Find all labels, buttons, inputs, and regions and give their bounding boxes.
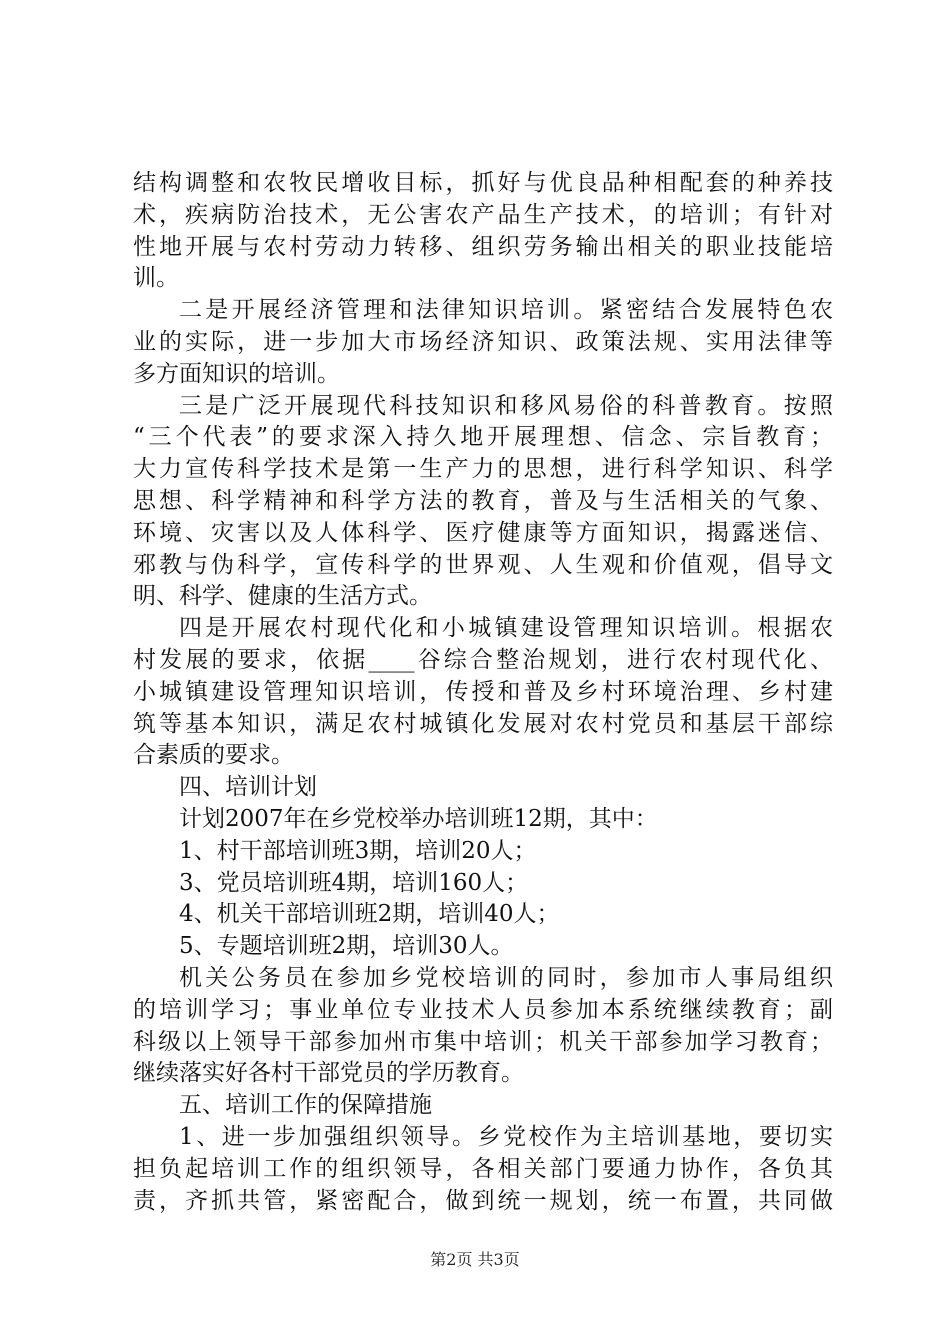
- text-line: 性地开展与农村劳动力转移、组织劳务输出相关的职业技能培: [133, 233, 833, 260]
- text-line: 四、培训计划: [179, 774, 317, 801]
- text-line: 环境、灾害以及人体科学、医疗健康等方面知识，揭露迷信、: [133, 519, 833, 546]
- text-line: 三是广泛开展现代科技知识和移风易俗的科普教育。按照: [179, 392, 833, 419]
- text-line: 多方面知识的培训。: [133, 360, 340, 387]
- text-line: 二是开展经济管理和法律知识培训。紧密结合发展特色农: [179, 297, 833, 324]
- text-line: 小城镇建设管理知识培训，传授和普及乡村环境治理、乡村建: [133, 678, 833, 705]
- text-line: 3、党员培训班4期，培训160人；: [179, 869, 529, 896]
- text-line: 村发展的要求，依据____谷综合整治规划，进行农村现代化、: [133, 646, 833, 673]
- text-line: 1、村干部培训班3期，培训20人；: [179, 837, 537, 864]
- text-line: “三个代表”的要求深入持久地开展理想、信念、宗旨教育；: [133, 424, 833, 451]
- text-line: 继续落实好各村干部党员的学历教育。: [133, 1060, 524, 1087]
- text-line: 5、专题培训班2期，培训30人。: [179, 933, 514, 960]
- text-line: 明、科学、健康的生活方式。: [133, 583, 432, 610]
- text-line: 训。: [133, 265, 179, 292]
- text-line: 责，齐抓共管，紧密配合，做到统一规划，统一布置，共同做: [133, 1187, 833, 1214]
- text-line: 业的实际，进一步加大市场经济知识、政策法规、实用法律等: [133, 328, 833, 355]
- text-line: 科级以上领导干部参加州市集中培训；机关干部参加学习教育；: [133, 1028, 833, 1055]
- text-line: 的培训学习；事业单位专业技术人员参加本系统继续教育；副: [133, 996, 833, 1023]
- text-line: 4、机关干部培训班2期，培训40人；: [179, 901, 560, 928]
- text-line: 结构调整和农牧民增收目标，抓好与优良品种相配套的种养技: [133, 170, 833, 196]
- text-line: 术，疾病防治技术，无公害农产品生产技术，的培训；有针对: [133, 201, 833, 228]
- document-body: [133, 168, 833, 1217]
- text-line: 担负起培训工作的组织领导，各相关部门要通力协作，各负其: [133, 1155, 833, 1182]
- text-line: 1、进一步加强组织领导。乡党校作为主培训基地，要切实: [179, 1123, 833, 1150]
- text-line: 五、培训工作的保障措施: [179, 1092, 432, 1119]
- page-footer: 第2页 共3页: [430, 1250, 520, 1269]
- text-line: 计划2007年在乡党校举办培训班12期，其中：: [179, 805, 658, 832]
- text-line: 四是开展农村现代化和小城镇建设管理知识培训。根据农: [179, 615, 833, 642]
- text-line: 机关公务员在参加乡党校培训的同时，参加市人事局组织: [179, 964, 833, 991]
- text-line: 大力宣传科学技术是第一生产力的思想，进行科学知识、科学: [133, 456, 833, 483]
- text-line: 筑等基本知识，满足农村城镇化发展对农村党员和基层干部综: [133, 710, 833, 737]
- text-line: 思想、科学精神和科学方法的教育，普及与生活相关的气象、: [133, 487, 833, 514]
- text-line: 合素质的要求。: [133, 742, 294, 769]
- text-line: 邪教与伪科学，宣传科学的世界观、人生观和价值观，倡导文: [133, 551, 833, 578]
